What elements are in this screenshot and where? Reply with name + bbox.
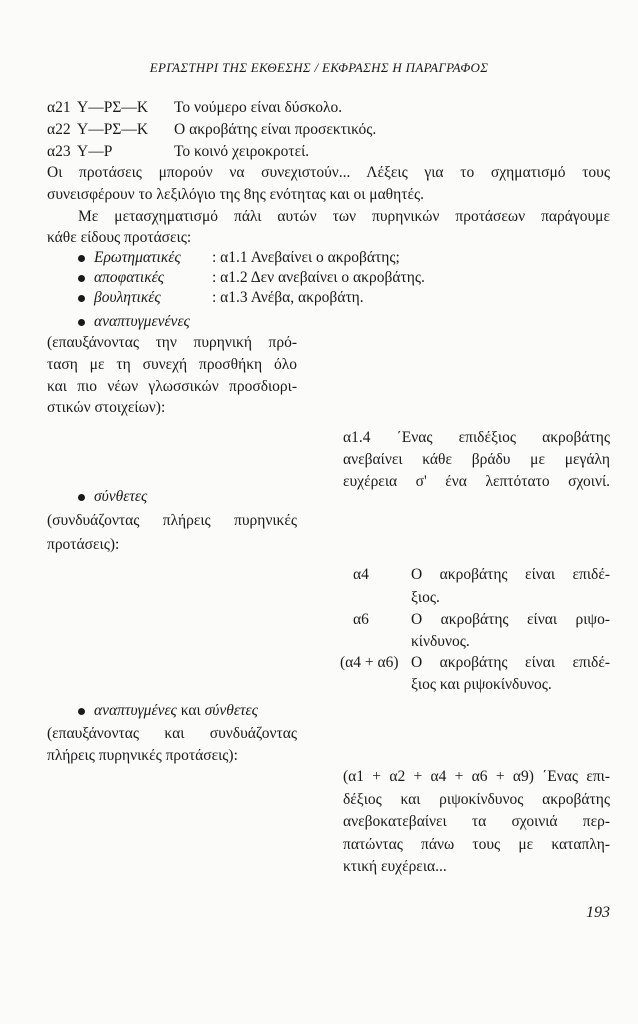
example-line: Ο ακροβάτης είναι επιδέ-	[411, 566, 610, 583]
bullet-icon	[78, 494, 85, 501]
bullet-icon	[78, 708, 85, 715]
sentence-text: Ο ακροβάτης είναι προσεκτικός.	[174, 121, 377, 138]
bullet-icon	[78, 275, 85, 282]
type-example: : α1.2 Δεν ανεβαίνει ο ακροβάτης.	[212, 269, 425, 286]
type-term: αποφατικές	[94, 269, 165, 286]
type-item	[78, 248, 400, 268]
both-heading	[78, 701, 258, 721]
conjunction: και	[180, 702, 201, 719]
example-label: α6	[353, 611, 369, 628]
sentence-code: Υ—ΡΣ—Κ	[77, 99, 149, 116]
example-line: κτική ευχέρεια...	[343, 858, 447, 875]
example-line: ανεβοκατεβαίνει τα σχοινιά περ-	[343, 813, 610, 830]
sentence-text: Το νούμερο είναι δύσκολο.	[174, 99, 343, 116]
sentence-id: α21	[47, 99, 71, 116]
sentence-a23	[47, 142, 309, 162]
desc-line: (επαυξάνοντας την πυρηνική πρό-	[47, 334, 297, 351]
example-line: α1.4 ΄Ενας επιδέξιος ακροβάτης	[343, 429, 610, 446]
example-label: α4	[353, 566, 369, 583]
compound-heading	[78, 487, 147, 507]
type-item	[78, 268, 425, 288]
sentence-id: α23	[47, 143, 71, 160]
example-line: πατώντας πάνω τους με καταπλη-	[343, 836, 610, 853]
sentence-a22	[47, 120, 376, 140]
bullet-icon	[78, 295, 85, 302]
paragraph-line: κάθε είδους προτάσεις:	[47, 229, 192, 246]
page-number: 193	[586, 904, 610, 921]
example-line: Ο ακροβάτης είναι επιδέ-	[411, 654, 610, 671]
desc-line: στικών στοιχείων):	[47, 399, 166, 416]
desc-line: πλήρεις πυρηνικές προτάσεις):	[47, 747, 238, 764]
bullet-icon	[78, 319, 85, 326]
sentence-text: Το κοινό χειροκροτεί.	[174, 143, 310, 160]
desc-line: (επαυξάνοντας και συνδυάζοντας	[47, 725, 297, 742]
example-line: κίνδυνος.	[411, 633, 470, 650]
term: αναπτυγμενένες	[94, 313, 190, 330]
example-line: ξιος και ριψοκίνδυνος.	[411, 676, 552, 693]
type-term: βουλητικές	[94, 289, 161, 306]
term: σύνθετες	[204, 702, 258, 719]
paragraph-line: Οι προτάσεις μπορούν να συνεχιστούν... Λέξεις για το σχηματισμό τους	[47, 164, 610, 181]
example-line: ανεβαίνει κάθε βράδυ με μεγάλη	[343, 451, 610, 468]
sentence-code: Υ—ΡΣ—Κ	[77, 121, 149, 138]
expanded-heading	[78, 312, 190, 332]
type-example: : α1.1 Ανεβαίνει ο ακροβάτης;	[212, 249, 400, 266]
desc-line: (συνδυάζοντας πλήρεις πυρηνικές	[47, 512, 297, 529]
example-line: ευχέρεια σ' ένα λεπτότατο σχοινί.	[343, 473, 610, 490]
running-header: ΕΡΓΑΣΤΗΡΙ ΤΗΣ ΕΚΘΕΣΗΣ / ΕΚΦΡΑΣΗΣ Η ΠΑΡΑΓΡΑΦΟΣ	[149, 60, 489, 75]
paragraph-line: συνεισφέρουν το λεξιλόγιο της 8ης ενότητας και οι μαθητές.	[47, 186, 424, 203]
example-line: Ο ακροβάτης είναι ριψο-	[411, 611, 610, 628]
desc-line: και πιο νέων γλωσσικών προσδιορι-	[47, 378, 297, 395]
type-example: : α1.3 Ανέβα, ακροβάτη.	[212, 289, 364, 306]
paragraph-line: Με μετασχηματισμό πάλι αυτών των πυρηνικών προτάσεων παράγουμε	[78, 208, 610, 225]
type-term: Ερωτηματικές	[94, 249, 181, 266]
bullet-icon	[78, 255, 85, 262]
desc-line: προτάσεις):	[47, 536, 120, 553]
sentence-code: Υ—Ρ	[77, 143, 113, 160]
term: σύνθετες	[94, 488, 148, 505]
sentence-a21	[47, 98, 342, 118]
term: αναπτυγμένες	[94, 702, 177, 719]
example-line: (α1 + α2 + α4 + α6 + α9) ΄Ενας επι-	[343, 768, 610, 785]
sentence-id: α22	[47, 121, 71, 138]
example-label: (α4 + α6)	[340, 654, 399, 671]
example-line: ξιος.	[411, 589, 440, 606]
example-line: δέξιος και ριψοκίνδυνος ακροβάτης	[343, 791, 610, 808]
type-item	[78, 288, 364, 308]
desc-line: ταση με τη συνεχή προσθήκη όλο	[47, 356, 297, 373]
